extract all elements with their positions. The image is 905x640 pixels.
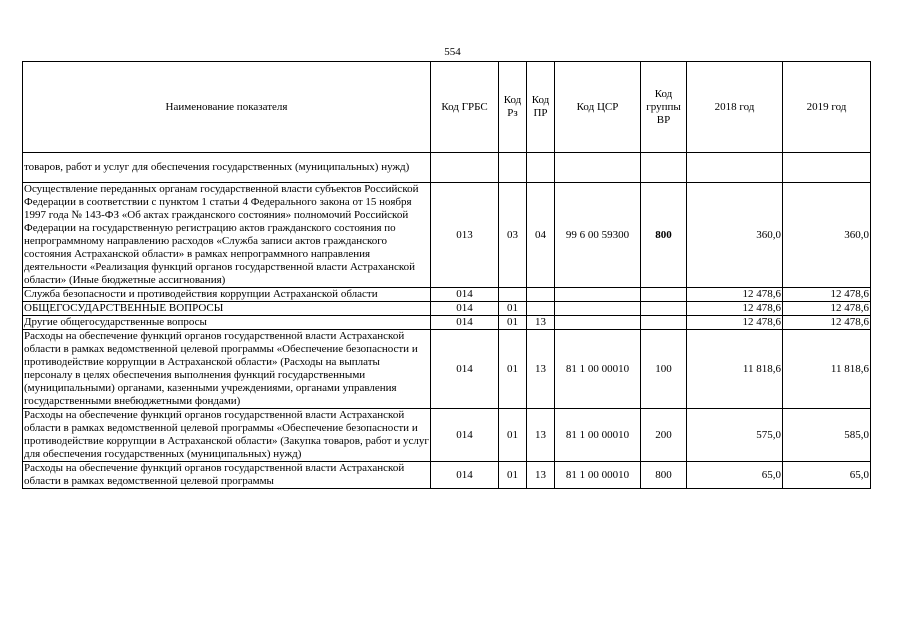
row-pr [527, 288, 555, 302]
header-grbs: Код ГРБС [431, 62, 499, 153]
row-vr [641, 153, 687, 183]
table-row [23, 288, 871, 302]
row-name: товаров, работ и услуг для обеспечения государственных (муниципальных) нужд) [23, 153, 431, 183]
row-2018: 65,0 [687, 462, 783, 489]
row-2018: 12 478,6 [687, 288, 783, 302]
row-2018: 12 478,6 [687, 316, 783, 330]
row-name: Осуществление переданных органам государственной власти субъектов Российской Федерации в соответствии с пунктом 1 статьи 4 Федерального закона от 15 ноября 1997 года № 143-ФЗ «Об актах гражданского состояния» полномочий Российской Федерации на государственную регистрацию актов гражданского состояния по непрограммному направлению расходов «Служба записи актов гражданского состояния Астраханской области» в рамках непрограммного направления деятельности «Реализация функций органов государственной власти Астраханской области» (Иные бюджетные ассигнования) [23, 183, 431, 288]
row-vr [641, 302, 687, 316]
row-2018 [687, 153, 783, 183]
header-2018: 2018 год [687, 62, 783, 153]
row-name: Расходы на обеспечение функций органов государственной власти Астраханской области в рамках ведомственной целевой программы «Обеспечение безопасности и противодействие коррупции в Астраханской области» (Закупка товаров, работ и услуг для обеспечения государственных (муниципальных) нужд) [24, 409, 429, 460]
row-2018: 12 478,6 [687, 302, 783, 316]
header-vr: Код группы ВР [641, 62, 687, 153]
row-vr [641, 288, 687, 302]
row-2019: 12 478,6 [783, 288, 871, 302]
header-pr: Код ПР [527, 62, 555, 153]
row-csr [555, 302, 641, 316]
row-csr [555, 153, 641, 183]
header-2019: 2019 год [783, 62, 871, 153]
row-vr: 800 [641, 183, 687, 288]
row-grbs: 014 [431, 330, 499, 409]
row-vr [641, 316, 687, 330]
row-2018: 575,0 [687, 409, 783, 462]
row-rz: 01 [499, 302, 527, 316]
row-csr: 81 1 00 00010 [555, 409, 641, 462]
row-pr [527, 302, 555, 316]
row-grbs [431, 153, 499, 183]
row-csr [555, 288, 641, 302]
row-grbs: 014 [431, 288, 499, 302]
row-grbs: 014 [431, 316, 499, 330]
budget-table [22, 61, 871, 489]
row-2019: 12 478,6 [783, 302, 871, 316]
header-rz: Код Рз [499, 62, 527, 153]
row-2019 [783, 153, 871, 183]
row-2019: 12 478,6 [783, 316, 871, 330]
table-row [23, 183, 871, 288]
table-row [23, 409, 871, 462]
header-csr: Код ЦСР [555, 62, 641, 153]
row-name: Расходы на обеспечение функций органов государственной власти Астраханской области в рамках ведомственной целевой программы [23, 462, 431, 489]
row-name: Расходы на обеспечение функций органов государственной власти Астраханской области в рамках ведомственной целевой программы «Обеспечение безопасности и противодействие коррупции в Астраханской области» (Расходы на выплаты персоналу в целях обеспечения выполнения функций государственными (муниципальными) органами, казенными учреждениями, органами управления государственными внебюджетными фондами) [23, 330, 431, 409]
row-rz: 01 [499, 316, 527, 330]
header-name: Наименование показателя [23, 62, 431, 153]
row-csr: 81 1 00 00010 [555, 462, 641, 489]
row-rz: 03 [499, 183, 527, 288]
row-name: Другие общегосударственные вопросы [23, 316, 431, 330]
row-grbs: 014 [431, 462, 499, 489]
row-pr: 04 [527, 183, 555, 288]
row-2019: 360,0 [783, 183, 871, 288]
table-row [23, 330, 871, 409]
row-name: ОБЩЕГОСУДАРСТВЕННЫЕ ВОПРОСЫ [23, 302, 431, 316]
row-2018: 11 818,6 [687, 330, 783, 409]
row-rz: 01 [499, 330, 527, 409]
row-grbs: 014 [431, 302, 499, 316]
row-grbs: 013 [431, 183, 499, 288]
row-2019: 585,0 [783, 409, 871, 462]
row-2019: 11 818,6 [783, 330, 871, 409]
row-grbs: 014 [431, 409, 499, 462]
row-2019: 65,0 [783, 462, 871, 489]
row-pr: 13 [527, 316, 555, 330]
row-vr: 100 [641, 330, 687, 409]
row-2018: 360,0 [687, 183, 783, 288]
row-csr [555, 316, 641, 330]
row-csr: 81 1 00 00010 [555, 330, 641, 409]
table-row [23, 153, 871, 183]
row-pr: 13 [527, 409, 555, 462]
page-number: 554 [444, 46, 461, 58]
table-row [23, 316, 871, 330]
row-pr: 13 [527, 330, 555, 409]
table-row [23, 302, 871, 316]
row-rz: 01 [499, 462, 527, 489]
row-name: Служба безопасности и противодействия коррупции Астраханской области [23, 288, 431, 302]
row-pr [527, 153, 555, 183]
row-vr: 200 [641, 409, 687, 462]
row-rz: 01 [499, 409, 527, 462]
row-rz [499, 153, 527, 183]
row-pr: 13 [527, 462, 555, 489]
table-row [23, 462, 871, 489]
row-rz [499, 288, 527, 302]
row-csr: 99 6 00 59300 [555, 183, 641, 288]
table-header-row [23, 62, 871, 153]
row-vr: 800 [641, 462, 687, 489]
